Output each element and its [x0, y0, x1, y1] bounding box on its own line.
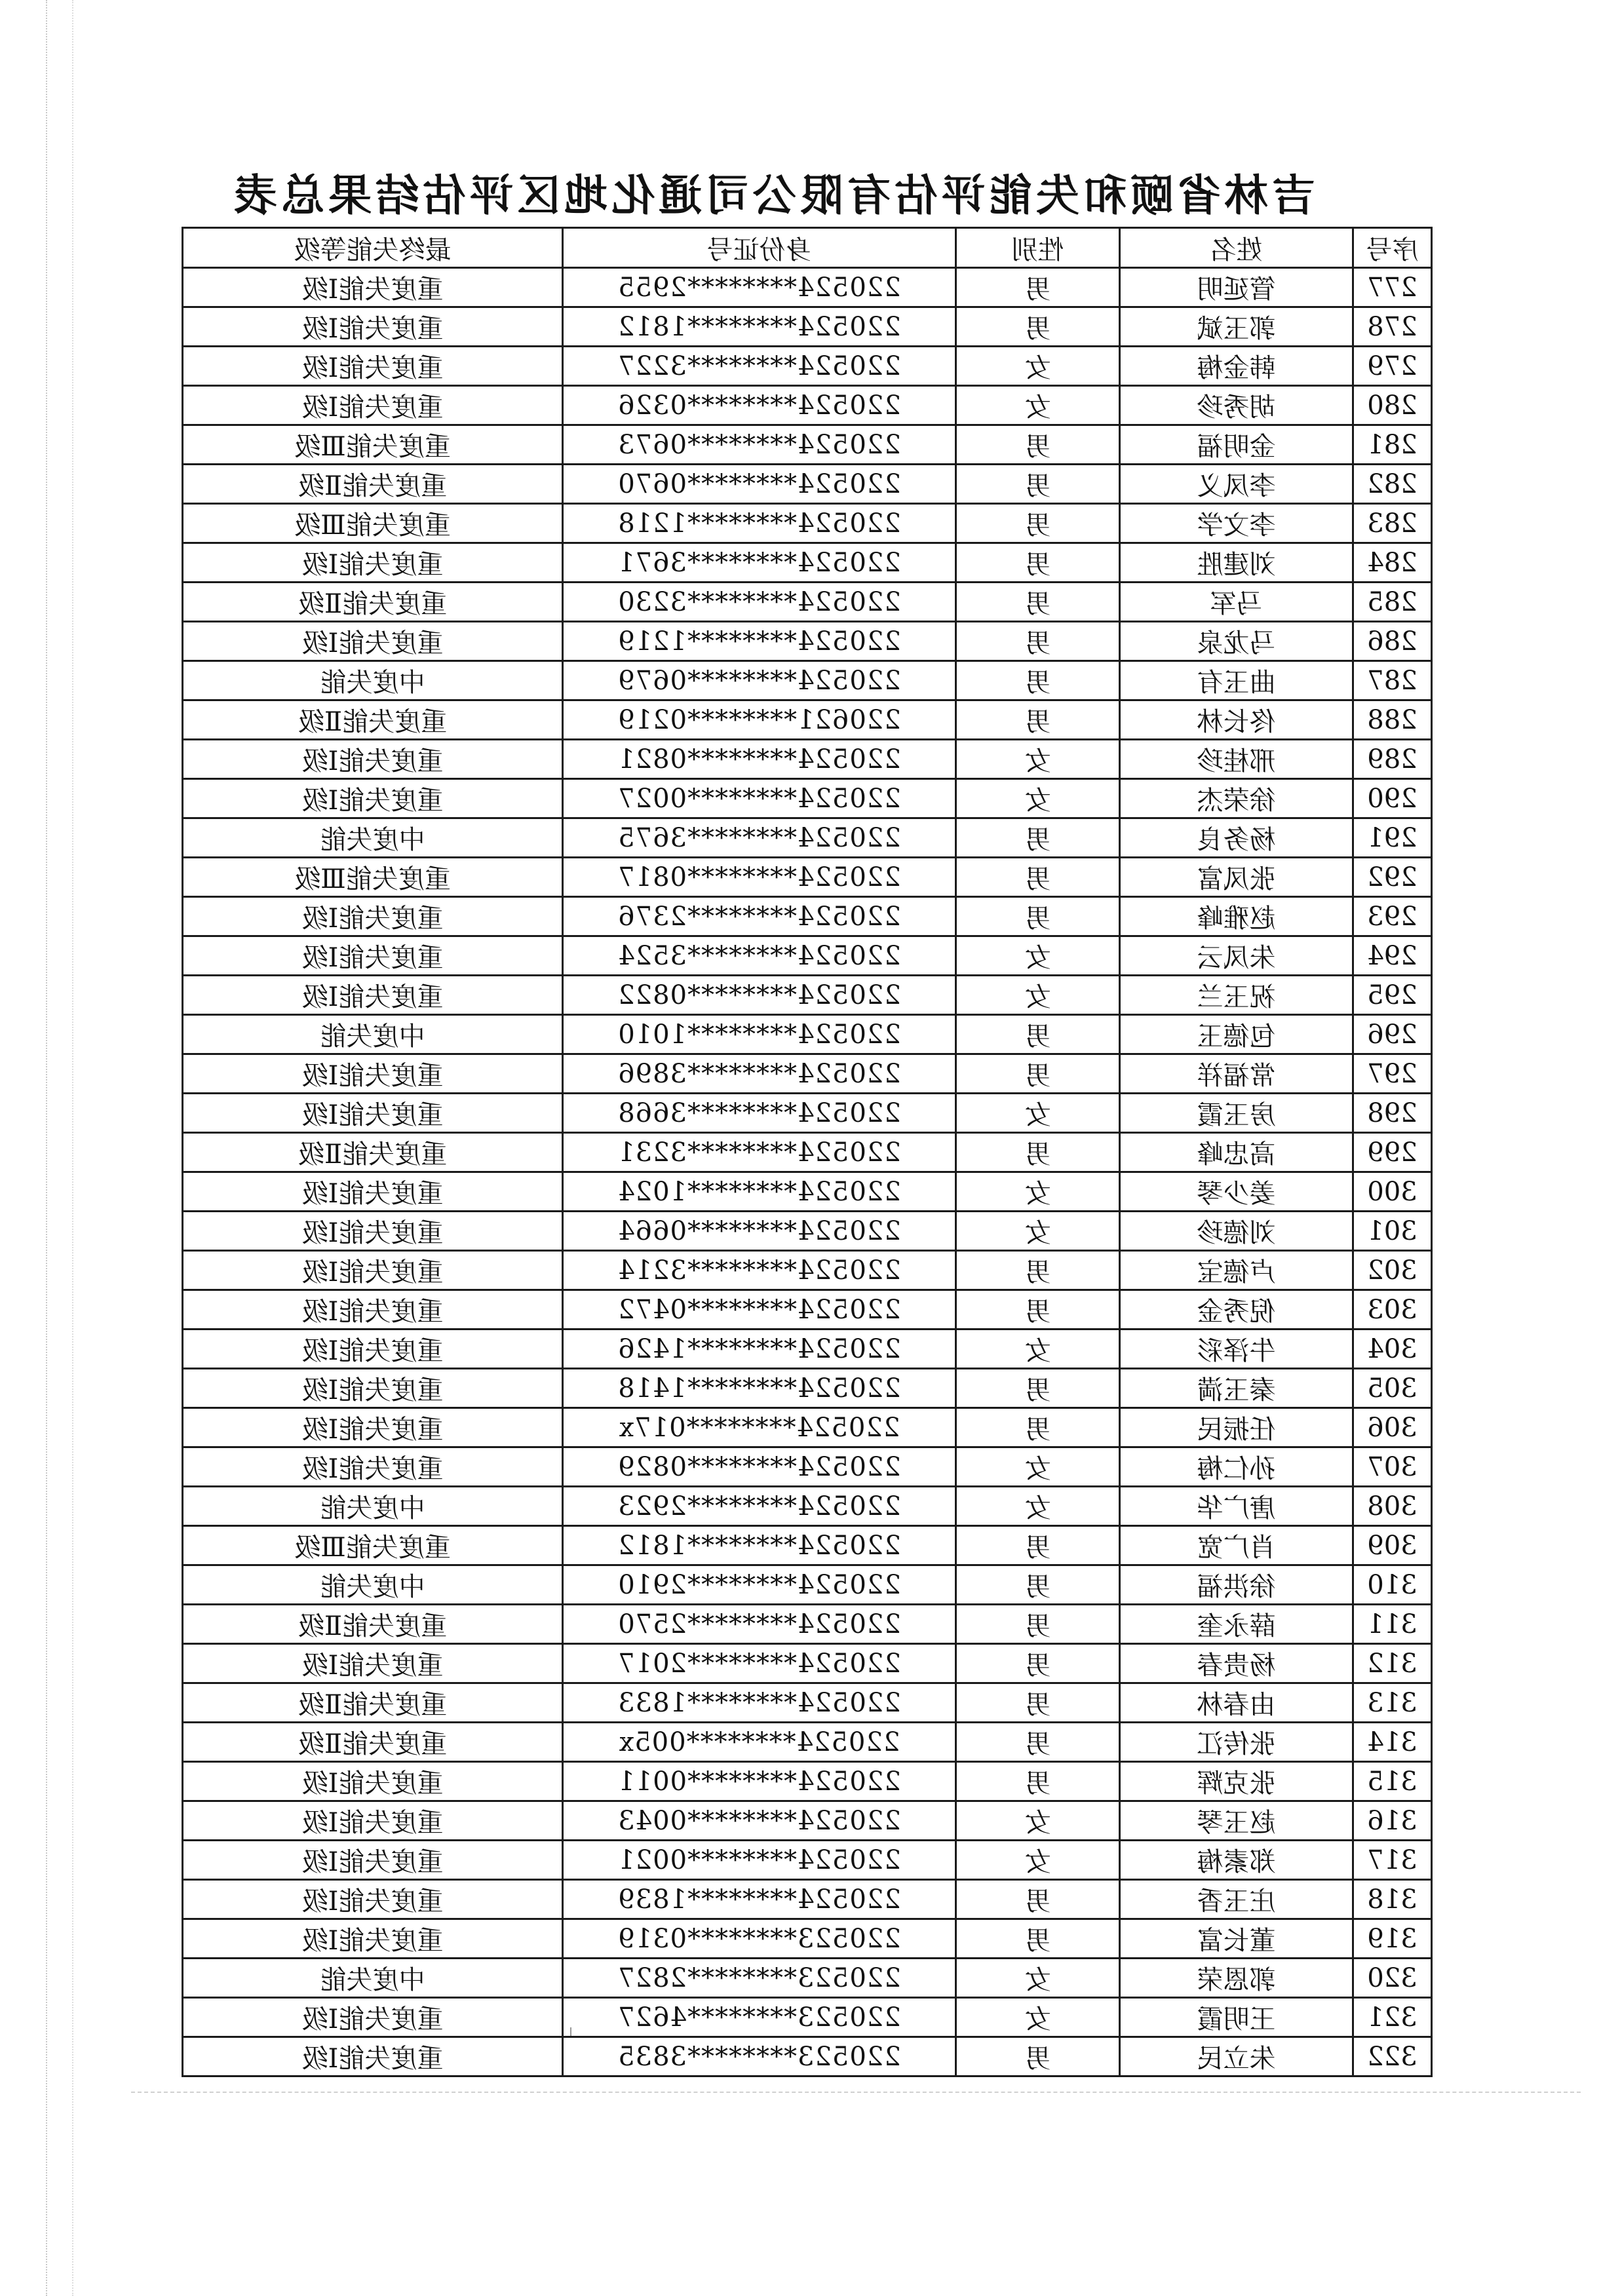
cell-gender: 男	[956, 1605, 1120, 1644]
cell-id-number: 220523********3835	[563, 2037, 956, 2076]
cell-gender: 女	[956, 740, 1120, 779]
cell-gender: 男	[956, 504, 1120, 543]
table-row	[183, 1369, 1432, 1408]
table-row	[183, 1487, 1432, 1526]
table-row	[183, 1094, 1432, 1133]
table-row	[183, 818, 1432, 858]
cell-serial-number: 285	[1353, 583, 1432, 622]
cell-serial-number: 311	[1353, 1605, 1432, 1644]
cell-id-number: 220524********1833	[563, 1683, 956, 1723]
cell-disability-level: 中度失能	[183, 661, 563, 700]
table-row	[183, 1172, 1432, 1212]
cell-serial-number: 295	[1353, 976, 1432, 1015]
table-row	[183, 976, 1432, 1015]
table-row	[183, 1408, 1432, 1447]
cell-id-number: 220524********005x	[563, 1723, 956, 1762]
cell-serial-number: 298	[1353, 1094, 1432, 1133]
cell-gender: 女	[956, 1212, 1120, 1251]
cell-name: 倪秀金	[1120, 1290, 1353, 1330]
cell-serial-number: 292	[1353, 858, 1432, 897]
cell-disability-level: 重度失能Ⅰ级	[183, 1841, 563, 1880]
cell-disability-level: 重度失能Ⅱ级	[183, 1605, 563, 1644]
cell-name: 肖广宽	[1120, 1526, 1353, 1565]
cell-disability-level: 重度失能Ⅱ级	[183, 700, 563, 740]
cell-disability-level: 重度失能Ⅰ级	[183, 386, 563, 425]
table-row	[183, 543, 1432, 583]
cell-serial-number: 322	[1353, 2037, 1432, 2076]
cell-id-number: 220524********0829	[563, 1447, 956, 1487]
table-row	[183, 1133, 1432, 1172]
cell-gender: 男	[956, 1762, 1120, 1801]
cell-id-number: 220524********0670	[563, 465, 956, 504]
cell-gender: 女	[956, 1841, 1120, 1880]
cell-gender: 女	[956, 976, 1120, 1015]
cell-id-number: 220523********0319	[563, 1919, 956, 1959]
cell-name: 赵雅峰	[1120, 897, 1353, 936]
cell-serial-number: 307	[1353, 1447, 1432, 1487]
cell-gender: 男	[956, 1565, 1120, 1605]
cell-gender: 女	[956, 1998, 1120, 2037]
cell-name: 朱凤云	[1120, 936, 1353, 976]
cell-gender: 男	[956, 700, 1120, 740]
cell-id-number: 220524********1426	[563, 1330, 956, 1369]
cell-disability-level: 重度失能Ⅰ级	[183, 1998, 563, 2037]
cell-id-number: 220524********0011	[563, 1762, 956, 1801]
cell-id-number: 220524********3231	[563, 1133, 956, 1172]
cell-serial-number: 314	[1353, 1723, 1432, 1762]
assessment-results-table	[182, 227, 1433, 2077]
cell-id-number: 220524********1024	[563, 1172, 956, 1212]
cell-gender: 男	[956, 465, 1120, 504]
cell-disability-level: 重度失能Ⅰ级	[183, 1094, 563, 1133]
cell-disability-level: 重度失能Ⅰ级	[183, 1880, 563, 1919]
cell-serial-number: 281	[1353, 425, 1432, 465]
cell-id-number: 220524********2910	[563, 1565, 956, 1605]
cell-name: 唐广华	[1120, 1487, 1353, 1526]
cell-disability-level: 重度失能Ⅰ级	[183, 897, 563, 936]
table-row	[183, 1447, 1432, 1487]
cell-name: 郭恩荣	[1120, 1959, 1353, 1998]
cell-serial-number: 300	[1353, 1172, 1432, 1212]
cell-disability-level: 重度失能Ⅰ级	[183, 1369, 563, 1408]
cell-name: 姜少琴	[1120, 1172, 1353, 1212]
cell-disability-level: 重度失能Ⅰ级	[183, 1172, 563, 1212]
cell-id-number: 220524********3668	[563, 1094, 956, 1133]
table-row	[183, 504, 1432, 543]
cell-serial-number: 312	[1353, 1644, 1432, 1683]
cell-name: 徐荣杰	[1120, 779, 1353, 818]
cell-gender: 女	[956, 1487, 1120, 1526]
cell-serial-number: 317	[1353, 1841, 1432, 1880]
cell-serial-number: 301	[1353, 1212, 1432, 1251]
cell-gender: 男	[956, 1133, 1120, 1172]
table-row	[183, 1801, 1432, 1841]
cell-serial-number: 278	[1353, 307, 1432, 347]
cell-id-number: 220524********0664	[563, 1212, 956, 1251]
cell-name: 李文学	[1120, 504, 1353, 543]
cell-name: 张凤富	[1120, 858, 1353, 897]
table-row	[183, 386, 1432, 425]
table-row	[183, 779, 1432, 818]
cell-serial-number: 316	[1353, 1801, 1432, 1841]
table-row	[183, 1526, 1432, 1565]
table-row	[183, 2037, 1432, 2076]
cell-serial-number: 302	[1353, 1251, 1432, 1290]
cell-gender: 女	[956, 386, 1120, 425]
cell-gender: 男	[956, 307, 1120, 347]
cell-name: 由春林	[1120, 1683, 1353, 1723]
cell-id-number: 220524********3230	[563, 583, 956, 622]
cell-serial-number: 279	[1353, 347, 1432, 386]
cell-id-number: 220524********3671	[563, 543, 956, 583]
cell-disability-level: 重度失能Ⅰ级	[183, 1054, 563, 1094]
table-row	[183, 268, 1432, 307]
cell-name: 常福祥	[1120, 1054, 1353, 1094]
cell-disability-level: 重度失能Ⅲ级	[183, 425, 563, 465]
table-row	[183, 583, 1432, 622]
cell-serial-number: 291	[1353, 818, 1432, 858]
cell-name: 牛泽彩	[1120, 1330, 1353, 1369]
table-row	[183, 1251, 1432, 1290]
table-row	[183, 465, 1432, 504]
table-row	[183, 1723, 1432, 1762]
cell-id-number: 220524********3896	[563, 1054, 956, 1094]
cell-gender: 女	[956, 936, 1120, 976]
cell-gender: 男	[956, 1880, 1120, 1919]
cell-name: 邢桂珍	[1120, 740, 1353, 779]
cell-disability-level: 重度失能Ⅱ级	[183, 583, 563, 622]
table-row	[183, 1290, 1432, 1330]
cell-serial-number: 320	[1353, 1959, 1432, 1998]
cell-id-number: 220524********1812	[563, 1526, 956, 1565]
cell-name: 马军	[1120, 583, 1353, 622]
cell-name: 管延明	[1120, 268, 1353, 307]
cell-gender: 男	[956, 268, 1120, 307]
cell-name: 董长富	[1120, 1919, 1353, 1959]
cell-serial-number: 310	[1353, 1565, 1432, 1605]
cell-disability-level: 中度失能	[183, 1487, 563, 1526]
cell-disability-level: 中度失能	[183, 818, 563, 858]
cell-serial-number: 313	[1353, 1683, 1432, 1723]
cell-id-number: 220523********2827	[563, 1959, 956, 1998]
cell-id-number: 220523********4627	[563, 1998, 956, 2037]
table-row	[183, 425, 1432, 465]
cell-serial-number: 280	[1353, 386, 1432, 425]
cell-disability-level: 重度失能Ⅰ级	[183, 307, 563, 347]
cell-serial-number: 293	[1353, 897, 1432, 936]
cell-serial-number: 289	[1353, 740, 1432, 779]
cell-serial-number: 284	[1353, 543, 1432, 583]
cell-name: 高忠峰	[1120, 1133, 1353, 1172]
cell-gender: 女	[956, 1801, 1120, 1841]
table-row	[183, 1605, 1432, 1644]
table-row	[183, 936, 1432, 976]
table-row	[183, 1054, 1432, 1094]
cell-gender: 男	[956, 1644, 1120, 1683]
table-row	[183, 1959, 1432, 1998]
cell-id-number: 220524********0817	[563, 858, 956, 897]
table-row	[183, 347, 1432, 386]
table-row	[183, 307, 1432, 347]
cell-serial-number: 286	[1353, 622, 1432, 661]
cell-id-number: 220524********1418	[563, 1369, 956, 1408]
header-serial-number: 序号	[1353, 228, 1432, 268]
cell-serial-number: 305	[1353, 1369, 1432, 1408]
cell-gender: 女	[956, 1330, 1120, 1369]
cell-disability-level: 中度失能	[183, 1959, 563, 1998]
table-row	[183, 1330, 1432, 1369]
cell-name: 秦玉満	[1120, 1369, 1353, 1408]
cell-gender: 男	[956, 1408, 1120, 1447]
cell-disability-level: 重度失能Ⅰ级	[183, 2037, 563, 2076]
cell-gender: 男	[956, 1723, 1120, 1762]
cell-gender: 男	[956, 425, 1120, 465]
cell-name: 徐洪福	[1120, 1565, 1353, 1605]
cell-serial-number: 318	[1353, 1880, 1432, 1919]
cell-id-number: 220524********0472	[563, 1290, 956, 1330]
cell-name: 薛永奎	[1120, 1605, 1353, 1644]
header-name: 姓名	[1120, 228, 1353, 268]
cell-name: 庄玉香	[1120, 1880, 1353, 1919]
cell-gender: 男	[956, 2037, 1120, 2076]
document-title: 吉林省颐和失能评估有限公司通化地区评估结果总表	[230, 170, 1315, 221]
cell-id-number: 220524********3675	[563, 818, 956, 858]
cell-disability-level: 重度失能Ⅱ级	[183, 465, 563, 504]
cell-gender: 男	[956, 622, 1120, 661]
cell-disability-level: 重度失能Ⅰ级	[183, 779, 563, 818]
cell-gender: 男	[956, 543, 1120, 583]
cell-name: 曲玉有	[1120, 661, 1353, 700]
cell-disability-level: 重度失能Ⅰ级	[183, 976, 563, 1015]
cell-disability-level: 中度失能	[183, 1015, 563, 1054]
cell-disability-level: 重度失能Ⅰ级	[183, 1212, 563, 1251]
cell-id-number: 220524********2955	[563, 268, 956, 307]
cell-id-number: 220621********0219	[563, 700, 956, 740]
cell-name: 李凤义	[1120, 465, 1353, 504]
cell-disability-level: 重度失能Ⅰ级	[183, 1251, 563, 1290]
cell-gender: 男	[956, 1054, 1120, 1094]
cell-name: 房玉霞	[1120, 1094, 1353, 1133]
cell-gender: 男	[956, 818, 1120, 858]
cell-id-number: 220524********1839	[563, 1880, 956, 1919]
cell-gender: 男	[956, 897, 1120, 936]
cell-id-number: 220524********2923	[563, 1487, 956, 1526]
cell-serial-number: 282	[1353, 465, 1432, 504]
table-row	[183, 1644, 1432, 1683]
table-row	[183, 858, 1432, 897]
cell-name: 卢德宝	[1120, 1251, 1353, 1290]
cell-name: 包德玉	[1120, 1015, 1353, 1054]
cell-serial-number: 304	[1353, 1330, 1432, 1369]
cell-name: 王明霞	[1120, 1998, 1353, 2037]
cell-serial-number: 287	[1353, 661, 1432, 700]
cell-id-number: 220524********0021	[563, 1841, 956, 1880]
cell-disability-level: 重度失能Ⅰ级	[183, 268, 563, 307]
cell-gender: 男	[956, 858, 1120, 897]
cell-gender: 男	[956, 1369, 1120, 1408]
cell-serial-number: 283	[1353, 504, 1432, 543]
cell-id-number: 220524********0326	[563, 386, 956, 425]
cell-disability-level: 重度失能Ⅰ级	[183, 1762, 563, 1801]
table-header-row	[183, 228, 1432, 268]
cell-id-number: 220524********0822	[563, 976, 956, 1015]
cell-name: 杨贵春	[1120, 1644, 1353, 1683]
cell-disability-level: 重度失能Ⅰ级	[183, 543, 563, 583]
header-disability-level: 最终失能等级	[183, 228, 563, 268]
cell-gender: 男	[956, 661, 1120, 700]
cell-serial-number: 296	[1353, 1015, 1432, 1054]
cell-serial-number: 288	[1353, 700, 1432, 740]
cell-gender: 男	[956, 1290, 1120, 1330]
cell-id-number: 220524********3227	[563, 347, 956, 386]
cell-id-number: 220524********1812	[563, 307, 956, 347]
cell-serial-number: 321	[1353, 1998, 1432, 2037]
table-row	[183, 1998, 1432, 2037]
cell-id-number: 220524********0673	[563, 425, 956, 465]
cell-name: 胡秀珍	[1120, 386, 1353, 425]
cell-serial-number: 294	[1353, 936, 1432, 976]
cell-name: 祝玉兰	[1120, 976, 1353, 1015]
cell-name: 韩金梅	[1120, 347, 1353, 386]
cell-serial-number: 319	[1353, 1919, 1432, 1959]
cell-gender: 女	[956, 779, 1120, 818]
cell-id-number: 220524********3524	[563, 936, 956, 976]
cell-name: 郭玉斌	[1120, 307, 1353, 347]
cell-disability-level: 重度失能Ⅰ级	[183, 1447, 563, 1487]
table-row	[183, 1683, 1432, 1723]
cell-id-number: 220524********1010	[563, 1015, 956, 1054]
cell-gender: 男	[956, 1251, 1120, 1290]
cell-serial-number: 303	[1353, 1290, 1432, 1330]
cell-serial-number: 290	[1353, 779, 1432, 818]
cell-gender: 男	[956, 583, 1120, 622]
cell-gender: 男	[956, 1919, 1120, 1959]
cell-disability-level: 重度失能Ⅲ级	[183, 504, 563, 543]
cell-gender: 女	[956, 1447, 1120, 1487]
cell-name: 刘德珍	[1120, 1212, 1353, 1251]
cell-name: 张传江	[1120, 1723, 1353, 1762]
cell-disability-level: 重度失能Ⅰ级	[183, 1919, 563, 1959]
cell-disability-level: 重度失能Ⅰ级	[183, 1408, 563, 1447]
cell-serial-number: 306	[1353, 1408, 1432, 1447]
cell-name: 张克辉	[1120, 1762, 1353, 1801]
table-row	[183, 1212, 1432, 1251]
cell-disability-level: 重度失能Ⅱ级	[183, 1723, 563, 1762]
cell-name: 郑素梅	[1120, 1841, 1353, 1880]
cell-disability-level: 重度失能Ⅲ级	[183, 858, 563, 897]
cell-id-number: 220524********0679	[563, 661, 956, 700]
cell-gender: 女	[956, 347, 1120, 386]
table-row	[183, 700, 1432, 740]
cell-disability-level: 重度失能Ⅰ级	[183, 622, 563, 661]
cell-disability-level: 重度失能Ⅰ级	[183, 1290, 563, 1330]
cell-id-number: 220524********017x	[563, 1408, 956, 1447]
table-row	[183, 1015, 1432, 1054]
cell-name: 孙仁梅	[1120, 1447, 1353, 1487]
cell-serial-number: 299	[1353, 1133, 1432, 1172]
table-row	[183, 1841, 1432, 1880]
cell-name: 马龙泉	[1120, 622, 1353, 661]
cell-disability-level: 中度失能	[183, 1565, 563, 1605]
cell-id-number: 220524********2570	[563, 1605, 956, 1644]
cell-gender: 男	[956, 1015, 1120, 1054]
cell-gender: 女	[956, 1959, 1120, 1998]
cell-gender: 女	[956, 1094, 1120, 1133]
cell-name: 赵玉琴	[1120, 1801, 1353, 1841]
cell-disability-level: 重度失能Ⅰ级	[183, 1801, 563, 1841]
cell-name: 佟长林	[1120, 700, 1353, 740]
table-row	[183, 1565, 1432, 1605]
cell-id-number: 220524********2017	[563, 1644, 956, 1683]
cell-name: 刘建胜	[1120, 543, 1353, 583]
table-row	[183, 1880, 1432, 1919]
cell-serial-number: 308	[1353, 1487, 1432, 1526]
cell-serial-number: 315	[1353, 1762, 1432, 1801]
cell-disability-level: 重度失能Ⅰ级	[183, 740, 563, 779]
table-row	[183, 1762, 1432, 1801]
cell-disability-level: 重度失能Ⅲ级	[183, 1526, 563, 1565]
cell-id-number: 220524********0821	[563, 740, 956, 779]
cell-serial-number: 297	[1353, 1054, 1432, 1094]
cell-gender: 女	[956, 1172, 1120, 1212]
cell-gender: 男	[956, 1683, 1120, 1723]
header-id-number: 身份证号	[563, 228, 956, 268]
cell-disability-level: 重度失能Ⅰ级	[183, 1644, 563, 1683]
cell-gender: 男	[956, 1526, 1120, 1565]
cell-disability-level: 重度失能Ⅱ级	[183, 1133, 563, 1172]
cell-disability-level: 重度失能Ⅰ级	[183, 1330, 563, 1369]
cell-name: 杨务良	[1120, 818, 1353, 858]
table-row	[183, 661, 1432, 700]
table-row	[183, 740, 1432, 779]
cell-name: 任振民	[1120, 1408, 1353, 1447]
cell-id-number: 220524********0043	[563, 1801, 956, 1841]
cell-id-number: 220524********3214	[563, 1251, 956, 1290]
cell-serial-number: 277	[1353, 268, 1432, 307]
cell-disability-level: 重度失能Ⅰ级	[183, 347, 563, 386]
cell-name: 朱立民	[1120, 2037, 1353, 2076]
cell-name: 金明福	[1120, 425, 1353, 465]
table-row	[183, 1919, 1432, 1959]
cell-id-number: 220524********0027	[563, 779, 956, 818]
cell-disability-level: 重度失能Ⅰ级	[183, 936, 563, 976]
cell-id-number: 220524********2376	[563, 897, 956, 936]
cell-id-number: 220524********1218	[563, 504, 956, 543]
table-row	[183, 897, 1432, 936]
table-row	[183, 622, 1432, 661]
header-gender: 性别	[956, 228, 1120, 268]
cell-id-number: 220524********1219	[563, 622, 956, 661]
cell-serial-number: 309	[1353, 1526, 1432, 1565]
cell-disability-level: 重度失能Ⅱ级	[183, 1683, 563, 1723]
